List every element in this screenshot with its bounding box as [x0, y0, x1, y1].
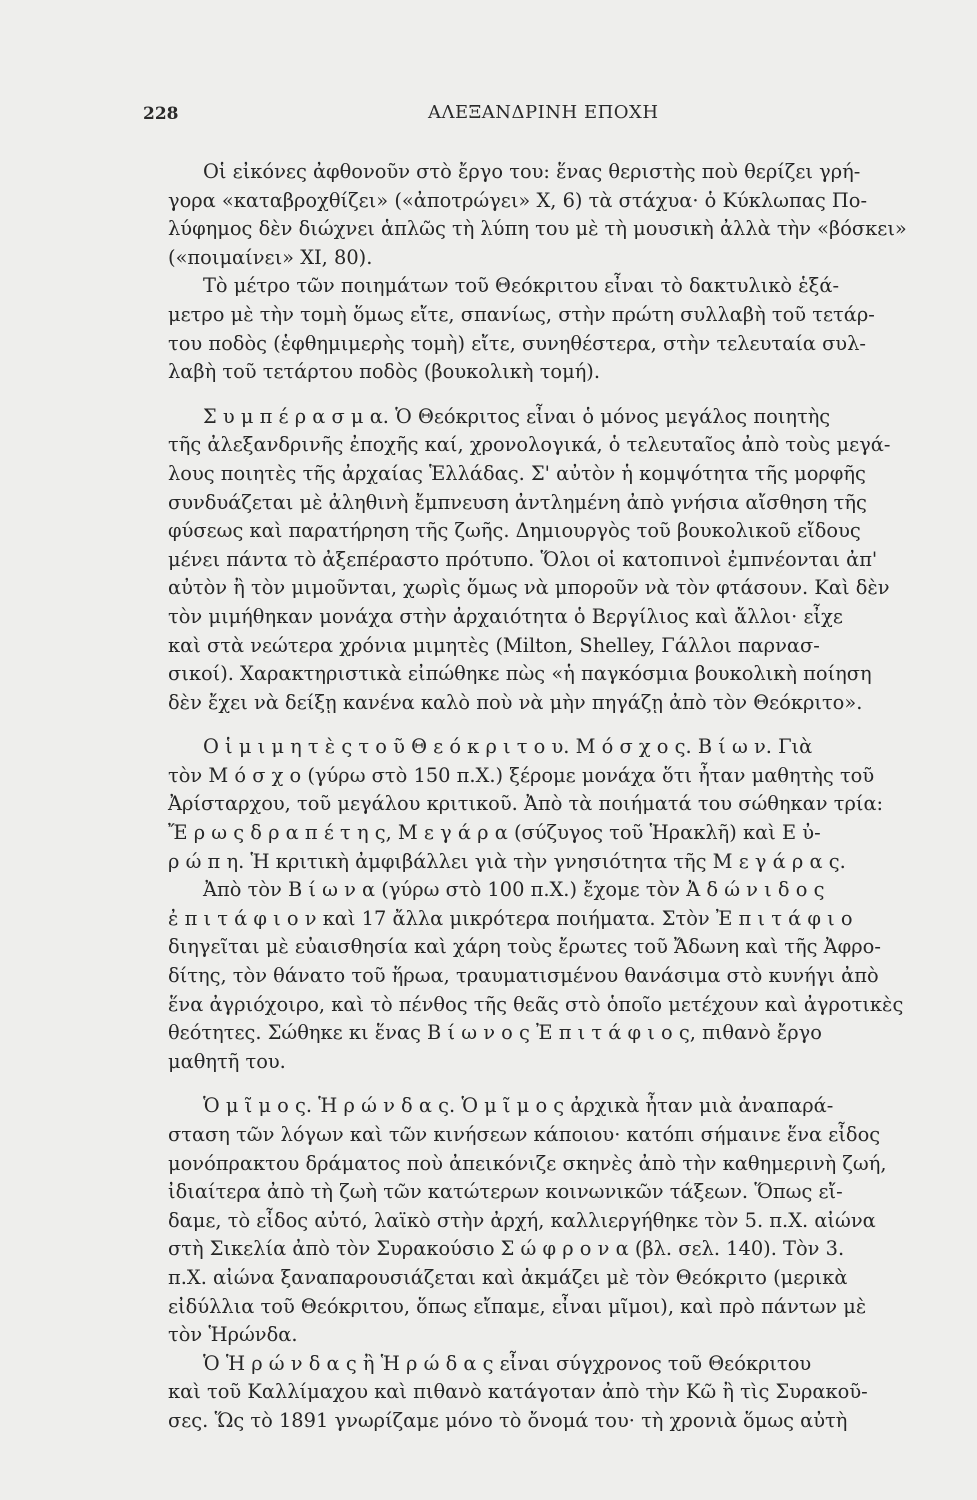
text-line: λους ποιητὲς τῆς ἀρχαίας Ἑλλάδας. Σ' αὐτὸν ἡ κομψότητα τῆς μορφῆς [168, 461, 866, 485]
text-line: ἰδιαίτερα ἀπὸ τὴ ζωὴ τῶν κατώτερων κοινωνικῶν τάξεων. Ὅπως εἴ- [168, 1180, 843, 1204]
text-line: σικοί). Χαρακτηριστικὰ εἰπώθηκε πὼς «ἡ παγκόσμια βουκολικὴ ποίηση [168, 662, 872, 686]
text-line: Ἀρίσταρχου, τοῦ μεγάλου κριτικοῦ. Ἀπὸ τὰ ποιήματά του σώθηκαν τρία: [168, 792, 884, 816]
paragraph-metre [168, 272, 958, 386]
text-line: φύσεως καὶ παρατήρηση τῆς ζωῆς. Δημιουργὸς τοῦ βουκολικοῦ εἴδους [168, 519, 861, 543]
text-line: στὴ Σικελία ἀπὸ τὸν Συρακούσιο Σ ώ φ ρ ο ν α (βλ. σελ. 140). Τὸν 3. [168, 1237, 845, 1261]
text-line: μονόπρακτου δράματος ποὺ ἀπεικόνιζε σκηνὲς ἀπὸ τὴν καθημερινὴ ζωή, [168, 1151, 887, 1175]
text-line: Ο ἱ μ ι μ η τ ὲ ς τ ο ῦ Θ ε ό κ ρ ι τ ο υ. Μ ό σ χ ο ς. Β ί ω ν. Γιὰ [203, 735, 813, 759]
text-line: αὐτὸν ἢ τὸν μιμοῦνται, χωρὶς ὅμως νὰ μποροῦν νὰ τὸν φτάσουν. Καὶ δὲν [168, 576, 890, 600]
text-line: Σ υ μ π έ ρ α σ μ α. Ὁ Θεόκριτος εἶναι ὁ μόνος μεγάλος ποιητὴς [203, 404, 831, 428]
paragraph-gap [168, 717, 958, 733]
paragraph-gap [168, 387, 958, 403]
text-line: καὶ τοῦ Καλλίμαχου καὶ πιθανὸ κατάγοταν ἀπὸ τὴν Κῶ ἢ τὶς Συρακοῦ- [168, 1380, 868, 1404]
text-line: σταση τῶν λόγων καὶ τῶν κινήσεων κάποιου· κατόπι σήμαινε ἕνα εἶδος [168, 1123, 881, 1146]
text-line: εἰδύλλια τοῦ Θεόκριτου, ὅπως εἴπαμε, εἶναι μῖμοι), καὶ πρὸ πάντων μὲ [168, 1294, 867, 1318]
text-line: τῆς ἀλεξανδρινῆς ἐποχῆς καί, χρονολογικά, ὁ τελευταῖος ἀπὸ τοὺς μεγά- [168, 433, 891, 457]
text-line: Ἀπὸ τὸν Β ί ω ν α (γύρω στὸ 100 π.Χ.) ἔχομε τὸν Ἀ δ ώ ν ι δ ο ς [203, 878, 825, 902]
text-line: τὸν Ἡρώνδα. [168, 1323, 298, 1347]
text-line: Ὁ Ἡ ρ ώ ν δ α ς ἢ Ἡ ρ ώ δ α ς εἶναι σύγχρονος τοῦ Θεόκριτου [203, 1351, 812, 1375]
text-line: Ὁ μ ῖ μ ο ς. Ἡ ρ ώ ν δ α ς. Ὁ μ ῖ μ ο ς ἀρχικὰ ἦταν μιὰ ἀναπαρά- [203, 1094, 834, 1118]
text-line: δὲν ἔχει νὰ δείξῃ κανένα καλὸ ποὺ νὰ μὴν πηγάζῃ ἀπὸ τὸν Θεόκριτο». [168, 690, 863, 714]
text-line: γορα «καταβροχθίζει» («ἀποτρώγει» Χ, 6) τὰ στάχυα· ὁ Κύκλωπας Πο- [168, 188, 867, 212]
text-line: μαθητῆ του. [168, 1049, 286, 1073]
text-line: διηγεῖται μὲ εὐαισθησία καὶ χάρη τοὺς ἔρωτες τοῦ Ἄδωνη καὶ τῆς Ἀφρο- [168, 935, 881, 959]
text-line: μένει πάντα τὸ ἀξεπέραστο πρότυπο. Ὅλοι οἱ κατοπινοὶ ἐμπνέονται ἀπ' [168, 547, 878, 571]
text-line: ρ ώ π η. Ἡ κριτικὴ ἀμφιβάλλει γιὰ τὴν γνησιότητα τῆς Μ ε γ ά ρ α ς. [168, 849, 846, 873]
paragraph-herondas [168, 1350, 958, 1436]
text-line: Ἔ ρ ω ς δ ρ α π έ τ η ς, Μ ε γ ά ρ α (σύζυγος τοῦ Ἡρακλῆ) καὶ Ε ὐ- [168, 821, 821, 845]
text-line: π.Χ. αἰώνα ξαναπαρουσιάζεται καὶ ἀκμάζει μὲ τὸν Θεόκριτο (μερικὰ [168, 1265, 848, 1289]
text-line: Τὸ μέτρο τῶν ποιημάτων τοῦ Θεόκριτου εἶναι τὸ δακτυλικὸ ἑξά- [203, 274, 839, 298]
text-line: λύφημος δὲν διώχνει ἁπλῶς τὴ λύπη του μὲ τὴ μουσικὴ ἀλλὰ τὴν «βόσκει» [168, 217, 907, 241]
text-line: τὸν Μ ό σ χ ο (γύρω στὸ 150 π.Χ.) ξέρομε μονάχα ὅτι ἦταν μαθητὴς τοῦ [168, 763, 875, 787]
text-line: δίτης, τὸν θάνατο τοῦ ἥρωα, τραυματισμένου θανάσιμα στὸ κυνήγι ἀπὸ [168, 964, 879, 988]
text-line: ἐ π ι τ ά φ ι ο ν καὶ 17 ἄλλα μικρότερα ποιήματα. Στὸν Ἐ π ι τ ά φ ι ο [168, 906, 853, 930]
text-line: Οἱ εἰκόνες ἀφθονοῦν στὸ ἔργο του: ἕνας θεριστὴς ποὺ θερίζει γρή- [203, 160, 861, 183]
text-line: λαβὴ τοῦ τετάρτου ποδὸς (βουκολικὴ τομή). [168, 360, 601, 384]
text-line: του ποδὸς (ἑφθημιμερὴς τομὴ) εἴτε, συνηθέστερα, στὴν τελευταία συλ- [168, 331, 866, 355]
paragraph-imagery [168, 158, 958, 272]
text-line: δαμε, τὸ εἶδος αὐτό, λαϊκὸ στὴν ἀρχή, καλλιεργήθηκε τὸν 5. π.Χ. αἰώνα [168, 1208, 876, 1232]
page-header [143, 98, 833, 130]
paragraph-imitators [168, 733, 958, 1076]
text-line: μετρο μὲ τὴν τομὴ ὅμως εἴτε, σπανίως, στὴν πρώτη συλλαβὴ τοῦ τετάρ- [168, 302, 875, 326]
page-number: 228 [143, 104, 179, 124]
running-title: ΑΛΕΞΑΝΔΡΙΝΗ ΕΠΟΧΗ [428, 102, 659, 123]
paragraph-gap [168, 1076, 958, 1092]
body-text [168, 158, 958, 1436]
text-line: καὶ στὰ νεώτερα χρόνια μιμητὲς (Milton, Shelley, Γάλλοι παρνασ- [168, 633, 820, 657]
text-line: ἕνα ἀγριόχοιρο, καὶ τὸ πένθος τῆς θεᾶς στὸ ὁποῖο μετέχουν καὶ ἀγροτικὲς [168, 992, 904, 1016]
paragraph-mime [168, 1092, 958, 1349]
text-line: («ποιμαίνει» XI, 80). [168, 245, 373, 269]
text-line: σες. Ὥς τὸ 1891 γνωρίζαμε μόνο τὸ ὄνομά του· τὴ χρονιὰ ὅμως αὐτὴ [168, 1408, 848, 1432]
text-line: θεότητες. Σώθηκε κι ἕνας Β ί ω ν ο ς Ἐ π ι τ ά φ ι ο ς, πιθανὸ ἔργο [168, 1021, 822, 1045]
text-line: συνδυάζεται μὲ ἀληθινὴ ἔμπνευση ἀντλημένη ἀπὸ γνήσια αἴσθηση τῆς [168, 490, 867, 514]
text-line: τὸν μιμήθηκαν μονάχα στὴν ἀρχαιότητα ὁ Βεργίλιος καὶ ἄλλοι· εἶχε [168, 604, 843, 628]
paragraph-conclusion [168, 403, 958, 718]
